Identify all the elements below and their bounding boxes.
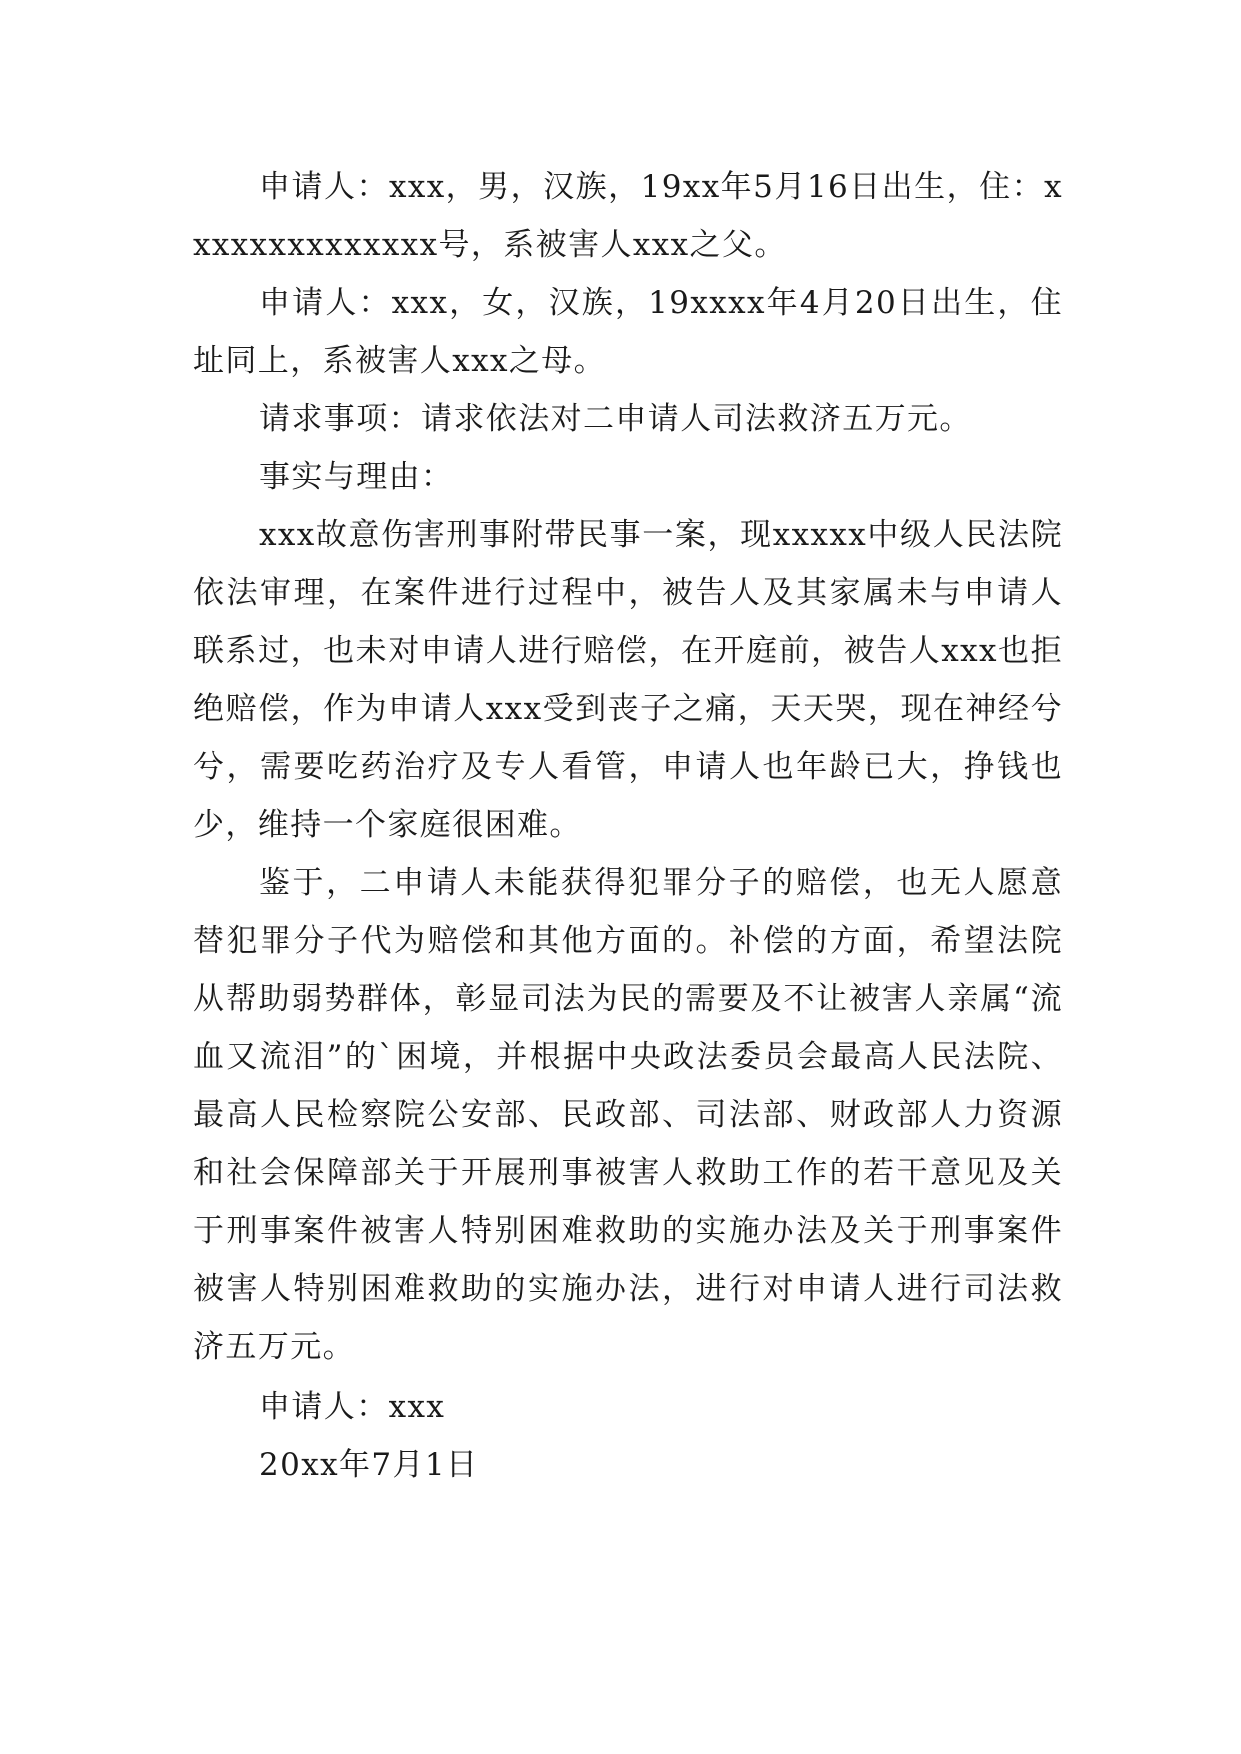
applicant-mother-paragraph: 申请人：xxx，女，汉族，19xxxx年4月20日出生，住址同上，系被害人xxx之母。	[193, 285, 1063, 379]
document-body	[193, 158, 1063, 1494]
signature-block	[193, 1378, 1063, 1494]
request-paragraph: 请求事项：请求依法对二申请人司法救济五万元。	[259, 401, 972, 437]
facts-heading: 事实与理由：	[259, 459, 454, 495]
reasons-paragraph: 鉴于，二申请人未能获得犯罪分子的赔偿，也无人愿意替犯罪分子代为赔偿和其他方面的。补偿的方面，希望法院从帮助弱势群体，彰显司法为民的需要及不让被害人亲属“流血又流泪”的`困境，并根据中央政法委员会最高人民法院、最高人民检察院公安部、民政部、司法部、财政部人力资源和社会保障部关于开展刑事被害人救助工作的若干意见及关于刑事案件被害人特别困难救助的实施办法及关于刑事案件被害人特别困难救助的实施办法，进行对申请人进行司法救济五万元。	[193, 865, 1063, 1365]
date-line: 20xx年7月1日	[259, 1447, 479, 1483]
facts-paragraph: xxx故意伤害刑事附带民事一案，现xxxxx中级人民法院依法审理，在案件进行过程中，被告人及其家属未与申请人联系过，也未对申请人进行赔偿，在开庭前，被告人xxx也拒绝赔偿，作为申请人xxx受到丧子之痛，天天哭，现在神经兮兮，需要吃药治疗及专人看管，申请人也年龄已大，挣钱也少，维持一个家庭很困难。	[193, 517, 1063, 843]
applicant-father-paragraph: 申请人：xxx，男，汉族，19xx年5月16日出生，住：xxxxxxxxxxxxxx号，系被害人xxx之父。	[193, 169, 1063, 263]
signature-line: 申请人：xxx	[259, 1389, 446, 1425]
